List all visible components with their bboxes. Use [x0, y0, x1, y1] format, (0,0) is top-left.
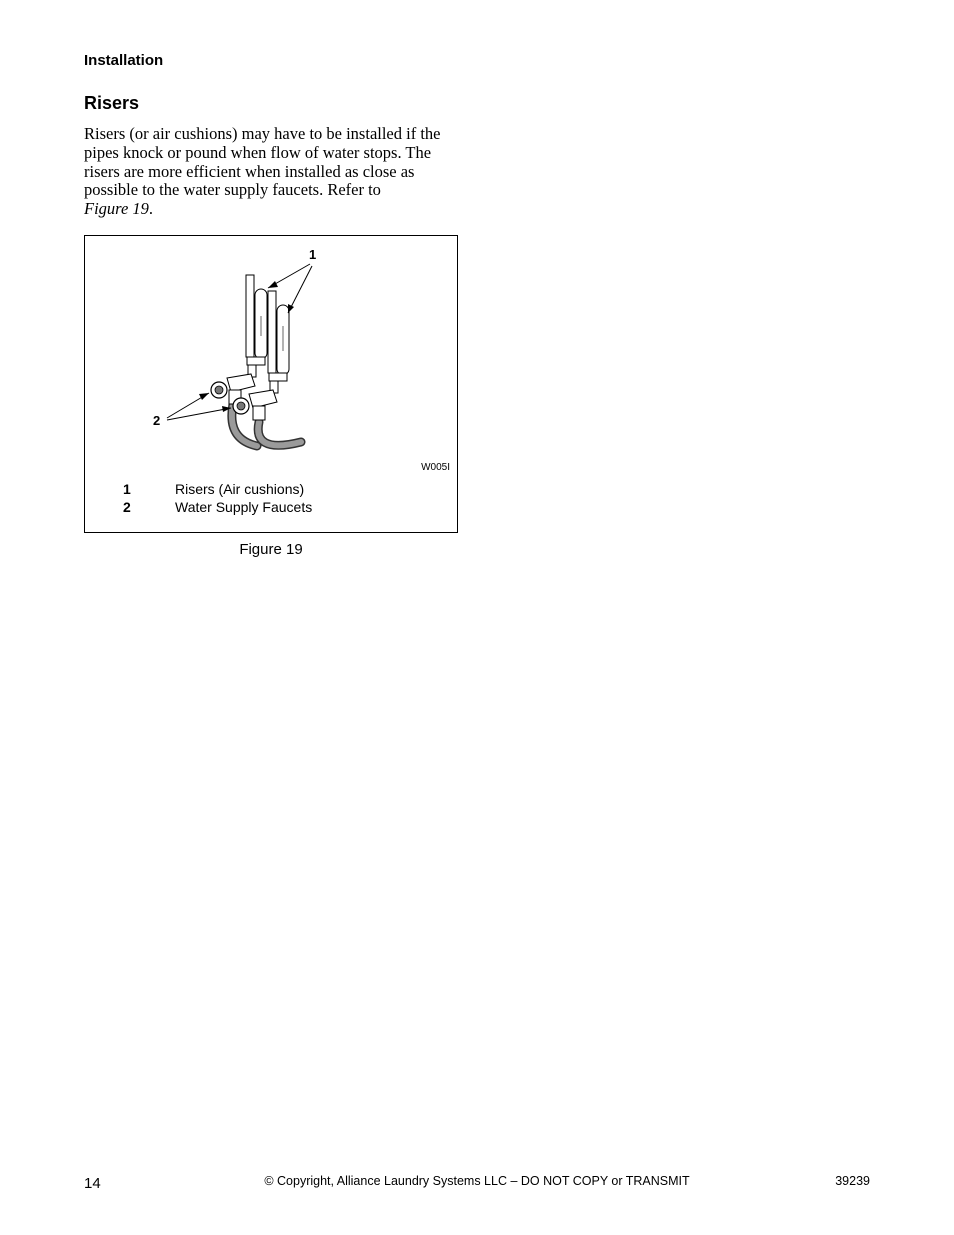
legend-label: Water Supply Faucets — [175, 499, 313, 515]
document-number: 39239 — [835, 1174, 870, 1188]
callout-1: 1 — [309, 247, 317, 262]
figure-caption: Figure 19 — [239, 541, 303, 558]
legend-item — [123, 498, 312, 516]
legend-number: 1 — [123, 481, 131, 497]
paragraph-line: possible to the water supply faucets. Refer to — [84, 180, 381, 200]
paragraph-line: pipes knock or pound when flow of water stops. The — [84, 142, 432, 162]
legend-label: Risers (Air cushions) — [175, 481, 305, 497]
legend-number: 2 — [123, 499, 131, 515]
copyright-notice: © Copyright, Alliance Laundry Systems LLC – DO NOT COPY or TRANSMIT — [264, 1174, 690, 1188]
callout-2: 2 — [153, 413, 161, 428]
body-paragraph — [84, 125, 464, 219]
figure-reference-link[interactable]: Figure 19 — [84, 199, 149, 219]
paragraph-line: risers are more efficient when installed as close as — [84, 161, 415, 181]
paragraph-line: Risers (or air cushions) may have to be installed if the — [84, 124, 441, 143]
legend-item — [123, 480, 312, 498]
artwork-id: W005I — [421, 462, 450, 473]
figure-legend — [123, 480, 312, 516]
paragraph-line-ref — [84, 200, 464, 219]
section-header: Installation — [84, 52, 164, 69]
page-number: 14 — [84, 1175, 101, 1192]
figure-ref-punctuation: . — [148, 199, 154, 219]
figure-box — [84, 235, 458, 533]
section-title: Risers — [84, 93, 140, 113]
